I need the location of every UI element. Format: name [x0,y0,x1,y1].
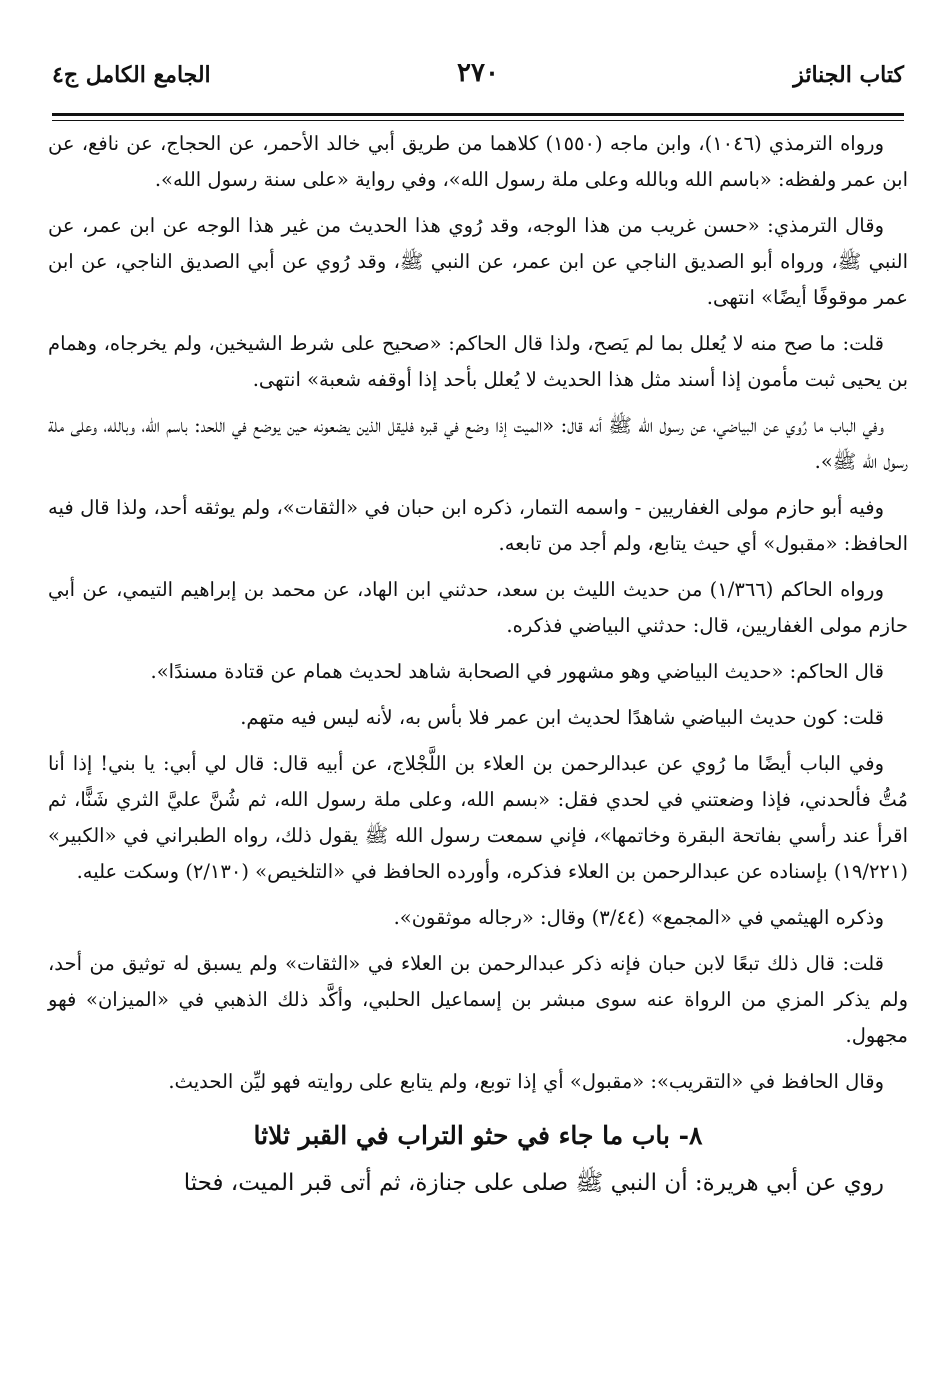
page-body [48,126,908,1204]
page-number: ٢٧٠ [457,58,499,88]
page-header [52,58,904,104]
paragraph-3: قلت: ما صح منه لا يُعلل بما لم يَصح، ولذا قال الحاكم: «صحيح على شرط الشيخين، ولم يخرجاه، وهمام بن يحيى ثبت مأمون إذا أسند مثل هذا الحديث لا يُعلل بأحد إذا أوقفه شعبة» انتهى. [48,332,908,391]
header-rule-thick [52,113,904,116]
paragraph-7: قال الحاكم: «حديث البياضي وهو مشهور في الصحابة شاهد لحديث همام عن قتادة مسندًا». [150,660,884,683]
section-first-line: روي عن أبي هريرة: أن النبي ﷺ صلى على جنازة، ثم أتى قبر الميت، فحثا [183,1170,884,1196]
paragraph-8: قلت: كون حديث البياضي شاهدًا لحديث ابن عمر فلا بأس به، لأنه ليس فيه متهم. [240,706,884,729]
paragraph-2: وقال الترمذي: «حسن غريب من هذا الوجه، وقد رُوي هذا الحديث من غير هذا الوجه عن ابن عمر، عن النبي ﷺ، ورواه أبو الصديق الناجي عن ابن عمر، عن النبي ﷺ، وقد رُوي عن أبي الصديق الناجي، عن ابن عمر موقوفًا أيضًا» انتهى. [48,214,908,309]
header-chapter-title: كتاب الجنائز [793,62,904,88]
paragraph-9: وفي الباب أيضًا ما رُوي عن عبدالرحمن بن العلاء بن اللَّجْلاج، عن أبيه قال: قال لي أبي: يا بني! إذا أنا مُتُّ فألحدني، فإذا وضعتني في لحدي فقل: «بسم الله، وعلى ملة رسول الله، ثم شُنَّ عليَّ الثري شَنًّا، ثم اقرأ عند رأسي بفاتحة البقرة وخاتمها»، فإني سمعت رسول الله ﷺ يقول ذلك، رواه الطبراني في «الكبير» (١٩/٢٢١) بإسناده عن عبدالرحمن بن العلاء فذكره، وأورده الحافظ في «التلخيص» (٢/١٣٠) وسكت عليه. [48,752,908,883]
paragraph-11: قلت: قال ذلك تبعًا لابن حبان فإنه ذكر عبدالرحمن بن العلاء في «الثقات» ولم يسبق له توثيق من أحد، ولم يذكر المزي من الرواة عنه سوى مبشر بن إسماعيل الحلبي، وأكَّد ذلك الذهبي في «الميزان» فهو مجهول. [48,952,908,1047]
paragraph-12: وقال الحافظ في «التقريب»: «مقبول» أي إذا توبع، ولم يتابع على روايته فهو ليِّن الحديث. [168,1070,884,1093]
paragraph-5: وفيه أبو حازم مولى الغفاريين - واسمه التمار، ذكره ابن حبان في «الثقات»، ولم يوثقه أحد، ولذا قال فيه الحافظ: «مقبول» أي حيث يتابع، ولم أجد من تابعه. [48,496,908,555]
paragraph-4: وفي الباب ما رُوي عن البياضي، عن رسول الله ﷺ أنه قال: «الميت إذا وضع في قبره فليقل الذين يضعونه حين يوضع في اللحد: باسم الله، وبالله، وعلى ملة رسول الله ﷺ». [48,414,908,473]
header-book-title: الجامع الكامل ج٤ [52,62,211,88]
paragraph-1: ورواه الترمذي (١٠٤٦)، وابن ماجه (١٥٥٠) كلاهما من طريق أبي خالد الأحمر، عن الحجاج، عن نافع، عن ابن عمر ولفظه: «باسم الله وبالله وعلى ملة رسول الله»، وفي رواية «على سنة رسول الله». [48,132,908,191]
paragraph-6: ورواه الحاكم (١/٣٦٦) من حديث الليث بن سعد، حدثني ابن الهاد، عن محمد بن إبراهيم التيمي، عن أبي حازم مولى الغفاريين، قال: حدثني البياضي فذكره. [48,578,908,637]
header-rule-thin [52,120,904,121]
paragraph-10: وذكره الهيثمي في «المجمع» (٣/٤٤) وقال: «رجاله موثقون». [393,906,884,929]
section-heading: ٨- باب ما جاء في حثو التراب في القبر ثلاثا [253,1121,703,1150]
